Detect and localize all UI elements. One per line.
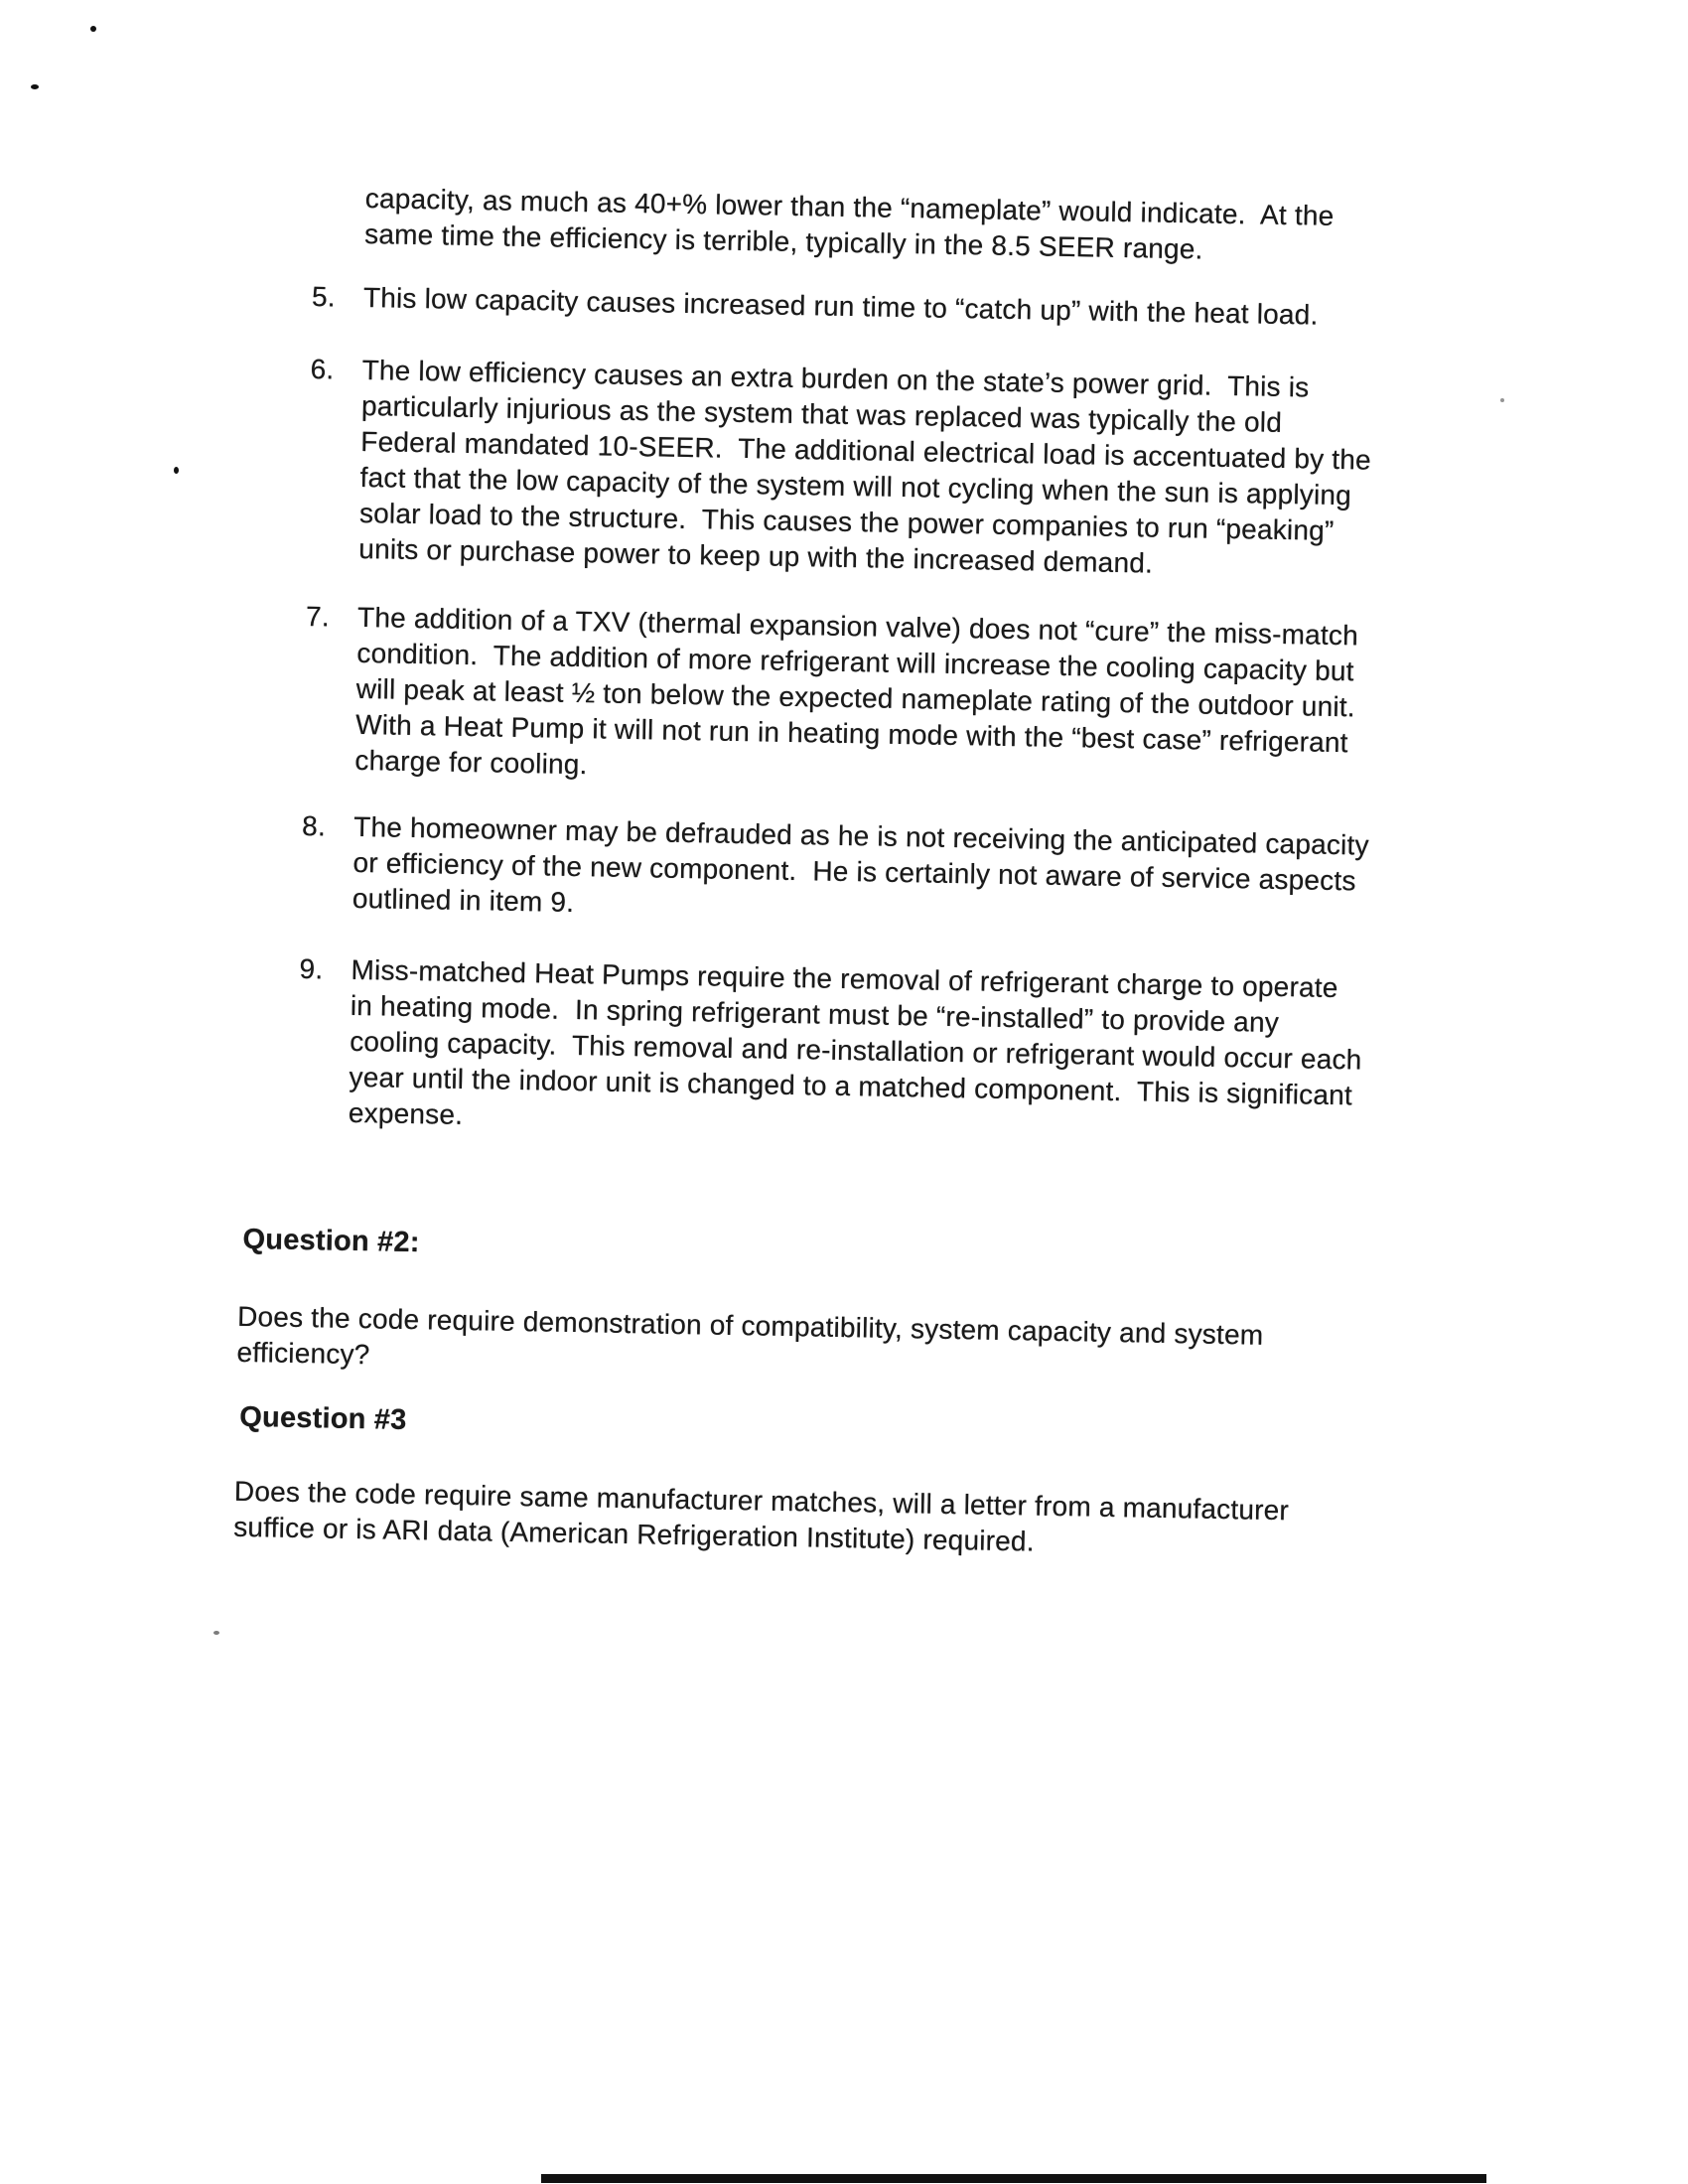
list-item-7-text: The addition of a TXV (thermal expansion valve) does not “cure” the miss-match condition. The addition of more refrigerant will increase the cooling capacity but will peak at least ½ ton below the expected nameplate rating of the outdoor unit. With a Heat Pump it will not run in heating mode with the “best case” refrigerant charge for cooling. [354, 601, 1359, 781]
list-item-9-number: 9. [299, 952, 324, 985]
question-2-text: Does the code require demonstration of compatibility, system capacity and system efficiency? [236, 1300, 1264, 1371]
list-item-5-number: 5. [311, 281, 337, 313]
list-item-9-text: Miss-matched Heat Pumps require the removal of refrigerant charge to operate in heating mode. In spring refrigerant must be “re-installed” to provide any cooling capacity. This removal and re-installation or refrigerant would occur each year until the indoor unit is changed to a matched component. This is significant expense. [348, 953, 1362, 1130]
list-item-5-text: This low capacity causes increased run time to “catch up” with the heat load. [362, 281, 1319, 331]
list-item-8-text: The homeowner may be defrauded as he is not receiving the anticipated capacity or efficiency of the new component. He is certainly not aware of service aspects outlined in item 9. [352, 810, 1369, 918]
scan-speck [213, 1631, 219, 1635]
list-item-6 [310, 353, 1372, 586]
list-item-6-number: 6. [310, 354, 335, 385]
scan-speck [174, 467, 179, 474]
list-item-6-text: The low efficiency causes an extra burden on the state’s power grid. This is particularly injurious as the system that was replaced was typically the old Federal mandated 10-SEER. The additional electrical load is accentuated by the fact that the low capacity of the system will not cycling when the sun is applying solar load to the structure. This causes the power companies to run “peaking” units or purchase power to keep up with the increased demand. [358, 354, 1372, 579]
scan-edge-bar [541, 2174, 1486, 2183]
scan-speck [1500, 398, 1504, 402]
question-3-heading: Question #3 [239, 1400, 407, 1436]
list-item-7-number: 7. [305, 600, 331, 633]
list-item-7 [305, 600, 1359, 797]
list-item-5 [311, 280, 1319, 334]
scan-speck [90, 26, 96, 32]
paragraph-item4-continuation: capacity, as much as 40+% lower than the “nameplate” would indicate. At the same time the efficiency is terrible, typically in the 8.5 SEER range. [363, 183, 1335, 265]
question-2-heading: Question #2: [242, 1223, 420, 1259]
list-item-9 [299, 952, 1364, 1150]
list-item-8 [301, 809, 1369, 936]
scan-speck [31, 84, 39, 89]
list-item-8-number: 8. [301, 809, 327, 842]
question-3-text: Does the code require same manufacturer matches, will a letter from a manufacturer suffice or is ARI data (American Refrigeration Institute) required. [233, 1475, 1290, 1557]
